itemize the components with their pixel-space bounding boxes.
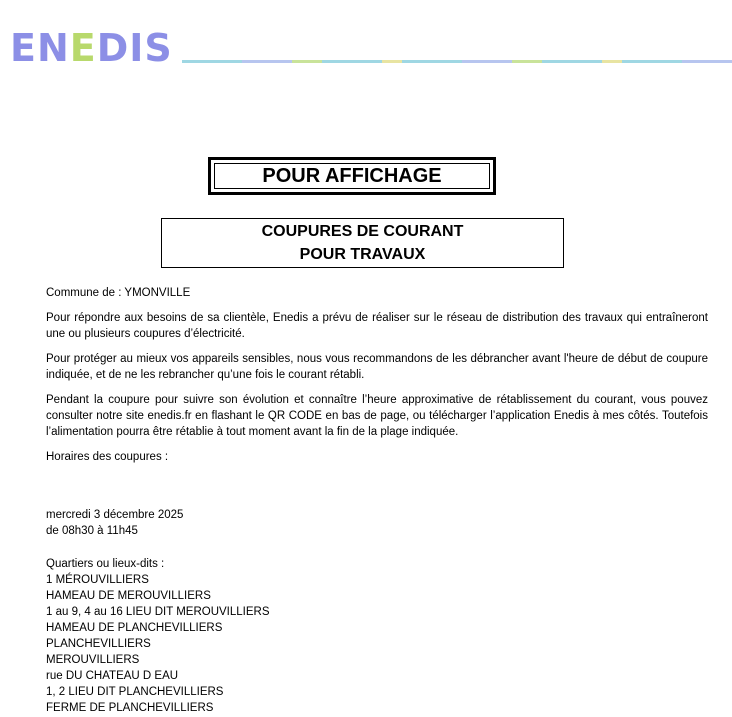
header-color-band bbox=[182, 60, 732, 63]
notice-body bbox=[46, 285, 708, 716]
paragraph-2: Pour protéger au mieux vos appareils sensibles, nous vous recommandons de les débrancher avant l'heure de début de coupure indiquée, et de ne les rebrancher qu’une fois le courant rétabli. bbox=[46, 353, 708, 381]
subtitle-box bbox=[161, 218, 564, 268]
title-box bbox=[208, 157, 496, 195]
list-item: MEROUVILLIERS bbox=[46, 654, 140, 666]
paragraph-3: Pendant la coupure pour suivre son évolution et connaître l’heure approximative de rétablissement du courant, vous pouvez consulter notre site enedis.fr en flashant le QR CODE en bas de page, ou télécharger l’application Enedis à mes côtés. Toutefois l’alimentation pourra être rétablie à tout moment avant la fin de la plage indiquée. bbox=[46, 394, 708, 438]
quartiers-label: Quartiers ou lieux-dits : bbox=[46, 558, 165, 570]
subtitle-line-2: POUR TRAVAUX bbox=[299, 246, 426, 263]
list-item: HAMEAU DE PLANCHEVILLIERS bbox=[46, 622, 223, 634]
list-item: FERME DE PLANCHEVILLIERS bbox=[46, 702, 214, 714]
schedule bbox=[46, 507, 708, 539]
logo-part-3: DIS bbox=[96, 26, 173, 70]
horaires-label: Horaires des coupures : bbox=[46, 451, 169, 463]
list-item: HAMEAU DE MEROUVILLIERS bbox=[46, 590, 211, 602]
schedule-date: mercredi 3 décembre 2025 bbox=[46, 509, 184, 521]
logo-part-2: E bbox=[69, 26, 97, 70]
page-title: POUR AFFICHAGE bbox=[214, 163, 490, 189]
logo-part-1: EN bbox=[10, 26, 70, 70]
list-item: 1 au 9, 4 au 16 LIEU DIT MEROUVILLIERS bbox=[46, 606, 270, 618]
quartiers-list bbox=[46, 556, 708, 716]
schedule-time: de 08h30 à 11h45 bbox=[46, 525, 138, 537]
list-item: PLANCHEVILLIERS bbox=[46, 638, 151, 650]
subtitle-line-1: COUPURES DE COURANT bbox=[261, 223, 464, 240]
commune-line: Commune de : YMONVILLE bbox=[46, 287, 191, 299]
list-item: 1, 2 LIEU DIT PLANCHEVILLIERS bbox=[46, 686, 224, 698]
list-item: rue DU CHATEAU D EAU bbox=[46, 670, 179, 682]
paragraph-1: Pour répondre aux besoins de sa clientèle, Enedis a prévu de réaliser sur le réseau de distribution des travaux qui entraîneront une ou plusieurs coupures d’électricité. bbox=[46, 312, 708, 340]
enedis-logo bbox=[10, 28, 173, 68]
list-item: 1 MÉROUVILLIERS bbox=[46, 574, 149, 586]
